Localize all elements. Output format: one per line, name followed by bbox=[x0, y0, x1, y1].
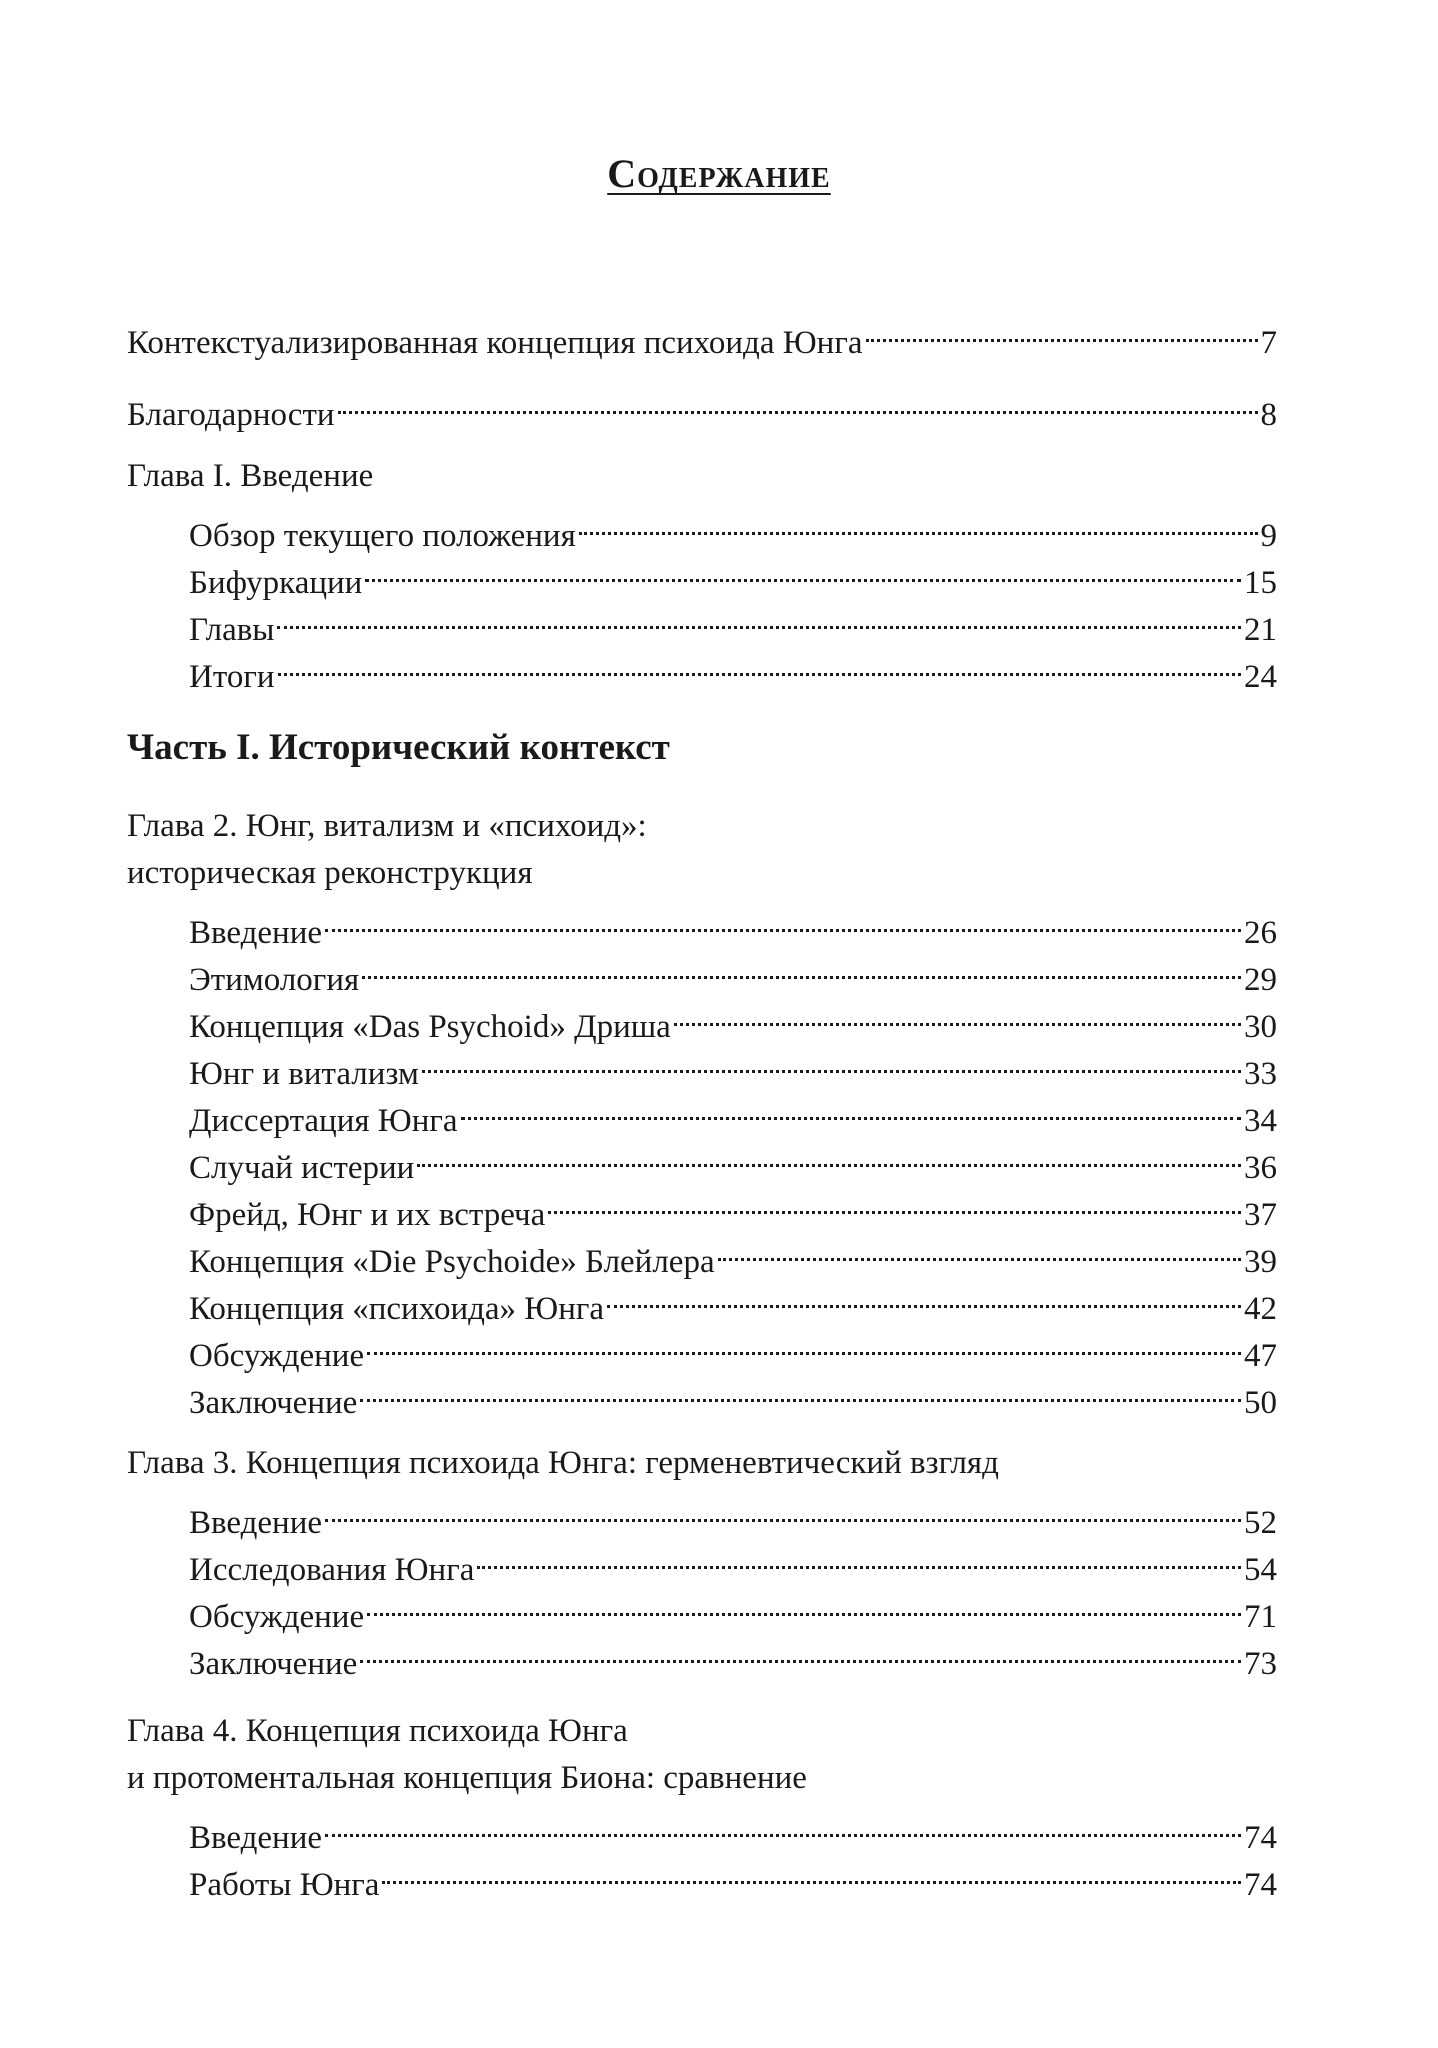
dot-leader bbox=[277, 594, 1241, 640]
toc-entry-title: Главы bbox=[189, 612, 275, 648]
dot-leader bbox=[278, 641, 1241, 687]
toc-entry-title: Заключение bbox=[189, 1646, 358, 1682]
dot-leader bbox=[362, 944, 1241, 990]
toc-entry-title: Введение bbox=[189, 1820, 323, 1856]
toc-page-number: 50 bbox=[1244, 1385, 1277, 1421]
toc-entry bbox=[127, 1487, 1277, 1541]
dot-leader bbox=[325, 1487, 1241, 1533]
chapter-heading-text: Глава I. Введение bbox=[127, 458, 374, 494]
chapter-heading-text: и протоментальная концепция Биона: сравнение bbox=[127, 1760, 807, 1796]
toc-page-number: 71 bbox=[1244, 1599, 1277, 1635]
dot-leader bbox=[360, 1367, 1241, 1413]
toc-entry bbox=[127, 307, 1277, 361]
toc-entry-title: Итоги bbox=[189, 659, 275, 695]
dot-leader bbox=[422, 1038, 1241, 1084]
toc-entry bbox=[127, 1581, 1277, 1635]
toc-entry bbox=[127, 1038, 1277, 1092]
toc-page-number: 73 bbox=[1244, 1646, 1277, 1682]
chapter-heading-text: Глава 2. Юнг, витализм и «психоид»: bbox=[127, 808, 647, 844]
chapter-heading-text: историческая реконструкция bbox=[127, 855, 533, 891]
chapter-heading-text: Глава 3. Концепция психоида Юнга: герменевтический взгляд bbox=[127, 1445, 999, 1481]
dot-leader bbox=[674, 991, 1241, 1037]
toc-entry-title: Концепция «Das Psychoid» Дриша bbox=[189, 1009, 671, 1045]
chapter-heading bbox=[127, 803, 1277, 849]
dot-leader bbox=[360, 1628, 1241, 1674]
toc-entry bbox=[127, 1273, 1277, 1327]
toc-page-number: 47 bbox=[1244, 1338, 1277, 1374]
toc-entry bbox=[127, 1849, 1277, 1903]
toc-entry-title: Этимология bbox=[189, 962, 360, 998]
toc-page-number: 36 bbox=[1244, 1150, 1277, 1186]
chapter-heading bbox=[127, 850, 1277, 896]
toc-page-number: 9 bbox=[1260, 518, 1277, 554]
toc-entry bbox=[127, 1226, 1277, 1280]
toc-entry-title: Контекстуализированная концепция психоида Юнга bbox=[127, 325, 863, 361]
toc-entry bbox=[127, 991, 1277, 1045]
toc-entry-title: Фрейд, Юнг и их встреча bbox=[189, 1197, 546, 1233]
toc-entry-title: Юнг и витализм bbox=[189, 1056, 419, 1092]
toc-entry-title: Работы Юнга bbox=[189, 1867, 380, 1903]
chapter-heading bbox=[127, 453, 1277, 499]
toc-page-number: 29 bbox=[1244, 962, 1277, 998]
part-heading bbox=[127, 725, 1277, 771]
toc-page-number: 37 bbox=[1244, 1197, 1277, 1233]
toc-page-number: 74 bbox=[1244, 1820, 1277, 1856]
toc-entry bbox=[127, 594, 1277, 648]
toc-entry-title: Исследования Юнга bbox=[189, 1552, 475, 1588]
dot-leader bbox=[866, 307, 1258, 353]
toc-entry bbox=[127, 379, 1277, 433]
toc-entry-title: Концепция «Die Psychoide» Блейлера bbox=[189, 1244, 715, 1280]
toc-entry bbox=[127, 897, 1277, 951]
toc-entry bbox=[127, 1802, 1277, 1856]
toc-entry-title: Обсуждение bbox=[189, 1338, 365, 1374]
part-heading-text: Часть I. Исторический контекст bbox=[127, 727, 670, 768]
dot-leader bbox=[548, 1179, 1241, 1225]
toc-page-number: 15 bbox=[1244, 565, 1277, 601]
toc-entry bbox=[127, 1534, 1277, 1588]
dot-leader bbox=[461, 1085, 1241, 1131]
dot-leader bbox=[338, 379, 1258, 425]
toc-page-number: 26 bbox=[1244, 915, 1277, 951]
toc-entry-title: Бифуркации bbox=[189, 565, 363, 601]
toc-entry-title: Диссертация Юнга bbox=[189, 1103, 458, 1139]
dot-leader bbox=[477, 1534, 1241, 1580]
toc-page-number: 52 bbox=[1244, 1505, 1277, 1541]
toc-page-number: 42 bbox=[1244, 1291, 1277, 1327]
dot-leader bbox=[325, 897, 1241, 943]
page-title: Содержание bbox=[607, 151, 831, 196]
toc-entry bbox=[127, 1085, 1277, 1139]
dot-leader bbox=[325, 1802, 1241, 1848]
toc-entry-title: Благодарности bbox=[127, 397, 335, 433]
dot-leader bbox=[579, 500, 1258, 546]
toc-entry bbox=[127, 944, 1277, 998]
toc-entry-title: Концепция «психоида» Юнга bbox=[189, 1291, 605, 1327]
toc-page-number: 74 bbox=[1244, 1867, 1277, 1903]
toc-entry bbox=[127, 1367, 1277, 1421]
dot-leader bbox=[417, 1132, 1241, 1178]
dot-leader bbox=[367, 1581, 1241, 1627]
dot-leader bbox=[607, 1273, 1241, 1319]
toc-page-number: 34 bbox=[1244, 1103, 1277, 1139]
toc-page-number: 8 bbox=[1260, 397, 1277, 433]
toc-entry-title: Обзор текущего положения bbox=[189, 518, 576, 554]
toc-page-number: 33 bbox=[1244, 1056, 1277, 1092]
dot-leader bbox=[367, 1320, 1241, 1366]
chapter-heading bbox=[127, 1708, 1277, 1754]
toc-entry-title: Случай истерии bbox=[189, 1150, 415, 1186]
toc-page-number: 21 bbox=[1244, 612, 1277, 648]
chapter-heading-text: Глава 4. Концепция психоида Юнга bbox=[127, 1713, 628, 1749]
toc-page-number: 30 bbox=[1244, 1009, 1277, 1045]
toc-entry bbox=[127, 1628, 1277, 1682]
toc-entry-title: Обсуждение bbox=[189, 1599, 365, 1635]
toc-entry bbox=[127, 547, 1277, 601]
dot-leader bbox=[718, 1226, 1241, 1272]
toc-entry bbox=[127, 1179, 1277, 1233]
chapter-heading bbox=[127, 1440, 1277, 1486]
toc-entry bbox=[127, 641, 1277, 695]
toc-entry-title: Заключение bbox=[189, 1385, 358, 1421]
toc-entry bbox=[127, 1320, 1277, 1374]
toc-page-number: 54 bbox=[1244, 1552, 1277, 1588]
dot-leader bbox=[382, 1849, 1241, 1895]
toc-page-number: 24 bbox=[1244, 659, 1277, 695]
toc-entry bbox=[127, 500, 1277, 554]
toc-entry-title: Введение bbox=[189, 915, 323, 951]
toc-page-number: 39 bbox=[1244, 1244, 1277, 1280]
toc-page-number: 7 bbox=[1260, 325, 1277, 361]
toc-entry-title: Введение bbox=[189, 1505, 323, 1541]
dot-leader bbox=[365, 547, 1241, 593]
toc-entry bbox=[127, 1132, 1277, 1186]
chapter-heading bbox=[127, 1755, 1277, 1801]
